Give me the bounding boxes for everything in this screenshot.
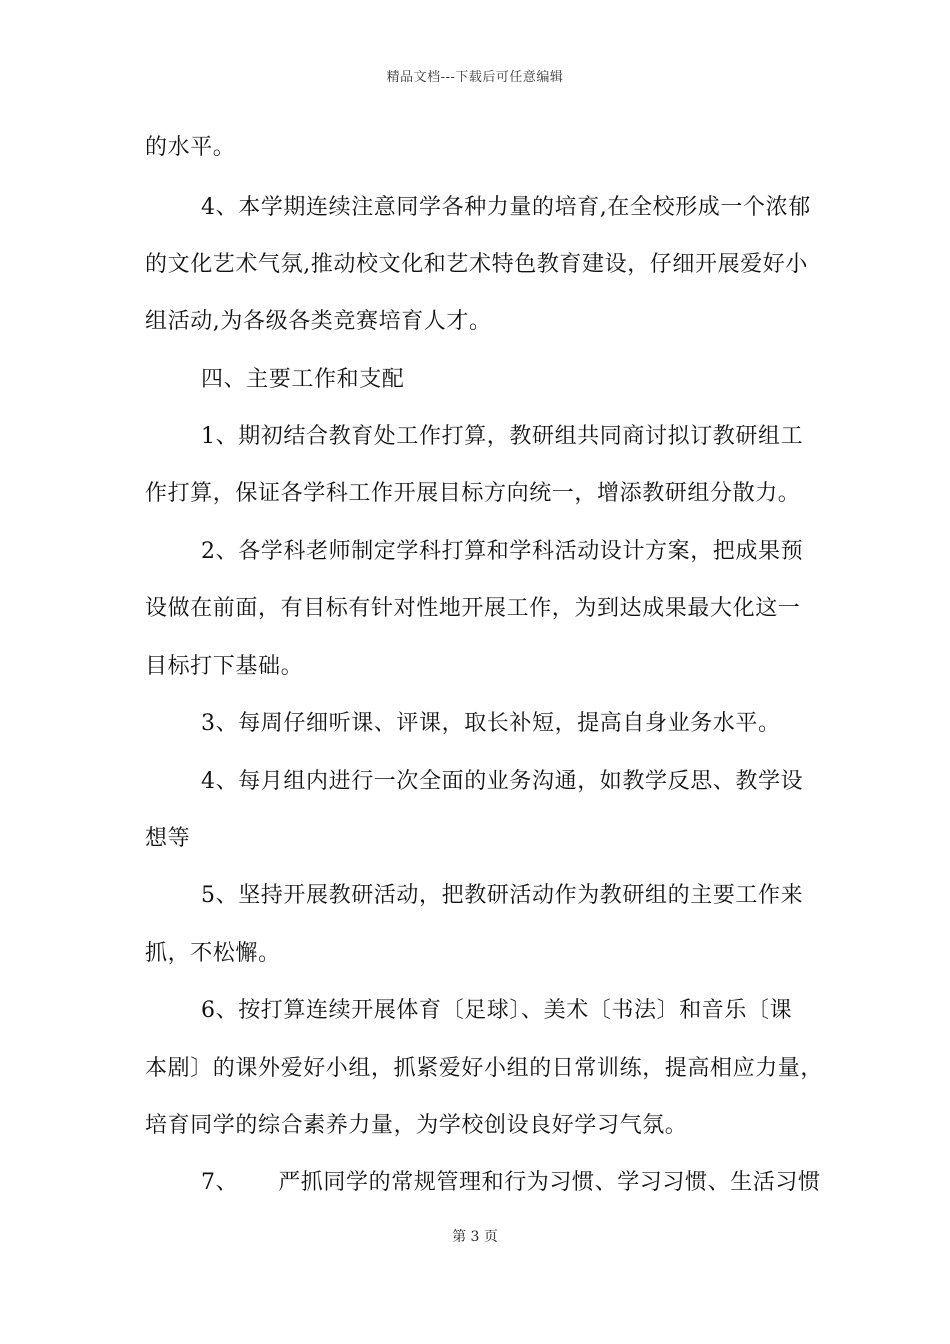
text-line: 1、期初结合教育处工作打算，教研组共同商讨拟订教研组工 [201,424,804,449]
text-line: 2、各学科老师制定学科打算和学科活动设计方案，把成果预 [201,539,804,564]
text-line: 5、坚持开展教研活动，把教研活动作为教研组的主要工作来 [201,883,804,908]
text-line: 目标打下基础。 [145,654,304,679]
page-header: 精品文档---下载后可任意编辑 [386,70,564,85]
text-line: 3、每周仔细听课、评课，取长补短，提高自身业务水平。 [201,711,781,736]
text-line: 6、按打算连续开展体育〔足球〕、美术〔书法〕和音乐〔课 [201,998,793,1023]
text-line: 4、每月组内进行一次全面的业务沟通，如教学反思、教学设 [201,769,804,794]
text-line-last [201,1168,821,1198]
text-line: 组活动,为各级各类竞赛培育人才。 [145,309,492,334]
page-number: 第 3 页 [452,1229,498,1245]
text-line: 的文化艺术气氛,推动校文化和艺术特色教育建设，仔细开展爱好小 [145,252,808,277]
text-line: 的水平。 [145,135,236,160]
text-line: 作打算，保证各学科工作开展目标方向统一，增添教研组分散力。 [145,481,801,506]
section-heading: 四、主要工作和支配 [201,367,405,392]
text-line: 想等 [145,826,191,851]
text-line: 培育同学的综合素养力量，为学校创设良好学习气氛。 [145,1113,688,1138]
text-line: 抓，不松懈。 [145,941,281,966]
text-line: 本剧〕的课外爱好小组，抓紧爱好小组的日常训练，提高相应力量， [145,1056,824,1081]
item-text: 严抓同学的常规管理和行为习惯、学习习惯、生活习惯 [278,1170,821,1195]
item-number: 7、 [201,1170,239,1195]
text-line: 4、本学期连续注意同学各种力量的培育,在全校形成一个浓郁 [201,195,811,220]
text-line: 设做在前面，有目标有针对性地开展工作，为到达成果最大化这一 [145,596,801,621]
